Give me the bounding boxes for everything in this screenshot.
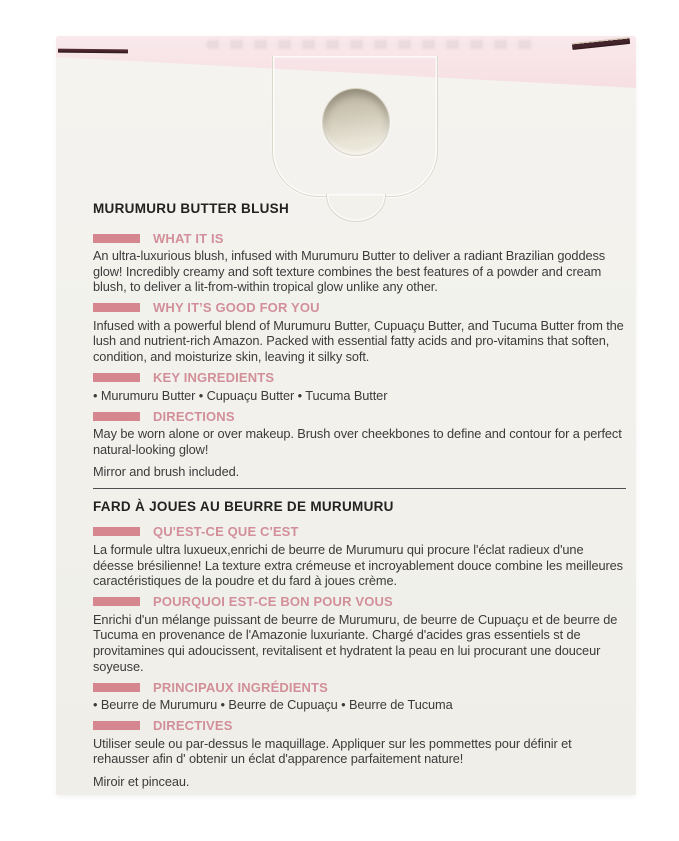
- flap-embossed-print: [206, 40, 536, 49]
- product-box: [56, 36, 636, 795]
- section-body: La formule ultra luxueux,enrichi de beurre de Murumuru qui procure l'éclat radieux d'une déesse brésilienne! La texture extra crémeuse et incroyablement douce combine les meilleures caractéristiques de la poudre et du fard à joues crème.: [93, 541, 623, 589]
- section-accent-bar: [93, 412, 140, 421]
- section-why-good: [93, 302, 626, 314]
- section-accent-bar: [93, 303, 140, 312]
- ingredients-list-en: • Murumuru Butter • Cupuaçu Butter • Tucuma Butter: [93, 387, 388, 403]
- section-heading: DIRECTIONS: [153, 408, 235, 424]
- section-accent-bar: [93, 527, 140, 536]
- section-body: Utiliser seule ou par-dessus le maquillage. Appliquer sur les pommettes pour définir et rehausser afin d' obtenir un éclat d'apparence parfaitement nature!: [93, 735, 572, 767]
- box-edge-sliver-right: [572, 37, 630, 50]
- section-directions: [93, 410, 626, 422]
- section-body: Infused with a powerful blend of Murumuru Butter, Cupuaçu Butter, and Tucuma Butter from the lush and nutrient-rich Amazon. Packed with essential fatty acids and pro-vitamins that soften, condition, and moisturize skin, leaving it silky soft.: [93, 317, 624, 364]
- section-accent-bar: [93, 597, 140, 606]
- section-quest-ce: [93, 526, 626, 538]
- section-accent-bar: [93, 373, 140, 382]
- back-panel-text: [93, 201, 626, 789]
- section-heading: POURQUOI EST-CE BON POUR VOUS: [153, 594, 393, 610]
- box-edge-sliver-left: [58, 49, 128, 53]
- ingredients-list-fr: • Beurre de Murumuru • Beurre de Cupuaçu • Beurre de Tucuma: [93, 697, 453, 713]
- hang-hole: [322, 88, 390, 156]
- section-key-ingredients: [93, 372, 626, 384]
- section-body: Enrichi d'un mélange puissant de beurre de Murumuru, de beurre de Cupuaçu et de beurre de Tucuma en provenance de l'Amazonie luxuriante. Chargé d'acides gras essentiels st de provitamines qui adoucissent, revitalisent et hydratent la peau en lui procurant une douceur soyeuse.: [93, 611, 618, 674]
- section-body: An ultra-luxurious blush, infused with Murumuru Butter to deliver a radiant Brazilian goddess glow! Incredibly creamy and soft texture combines the best features of a powder and cream blush, to deliver a lit-from-within tropical glow unlike any other.: [93, 248, 606, 295]
- section-heading: QU'EST-CE QUE C'EST: [153, 524, 299, 540]
- product-title-fr: FARD À JOUES AU BEURRE DE MURUMURU: [93, 498, 394, 514]
- section-heading: WHY IT’S GOOD FOR YOU: [153, 300, 320, 316]
- hang-tab: [272, 56, 438, 197]
- section-heading: WHAT IT IS: [153, 230, 224, 246]
- language-divider: [93, 488, 626, 489]
- section-body: May be worn alone or over makeup. Brush over cheekbones to define and contour for a perfect natural-looking glow!: [93, 426, 622, 457]
- section-accent-bar: [93, 683, 140, 692]
- section-accent-bar: [93, 234, 140, 243]
- section-principaux: [93, 681, 626, 693]
- product-title-en: MURUMURU BUTTER BLUSH: [93, 201, 290, 216]
- section-directives: [93, 720, 626, 732]
- section-heading: PRINCIPAUX INGRÉDIENTS: [153, 679, 328, 695]
- section-heading: DIRECTIVES: [153, 718, 233, 734]
- section-pourquoi: [93, 596, 626, 608]
- section-what-it-is: [93, 232, 626, 244]
- note-included-en: Mirror and brush included.: [93, 464, 240, 480]
- section-heading: KEY INGREDIENTS: [153, 370, 275, 386]
- note-included-fr: Miroir et pinceau.: [93, 773, 190, 789]
- section-accent-bar: [93, 721, 140, 730]
